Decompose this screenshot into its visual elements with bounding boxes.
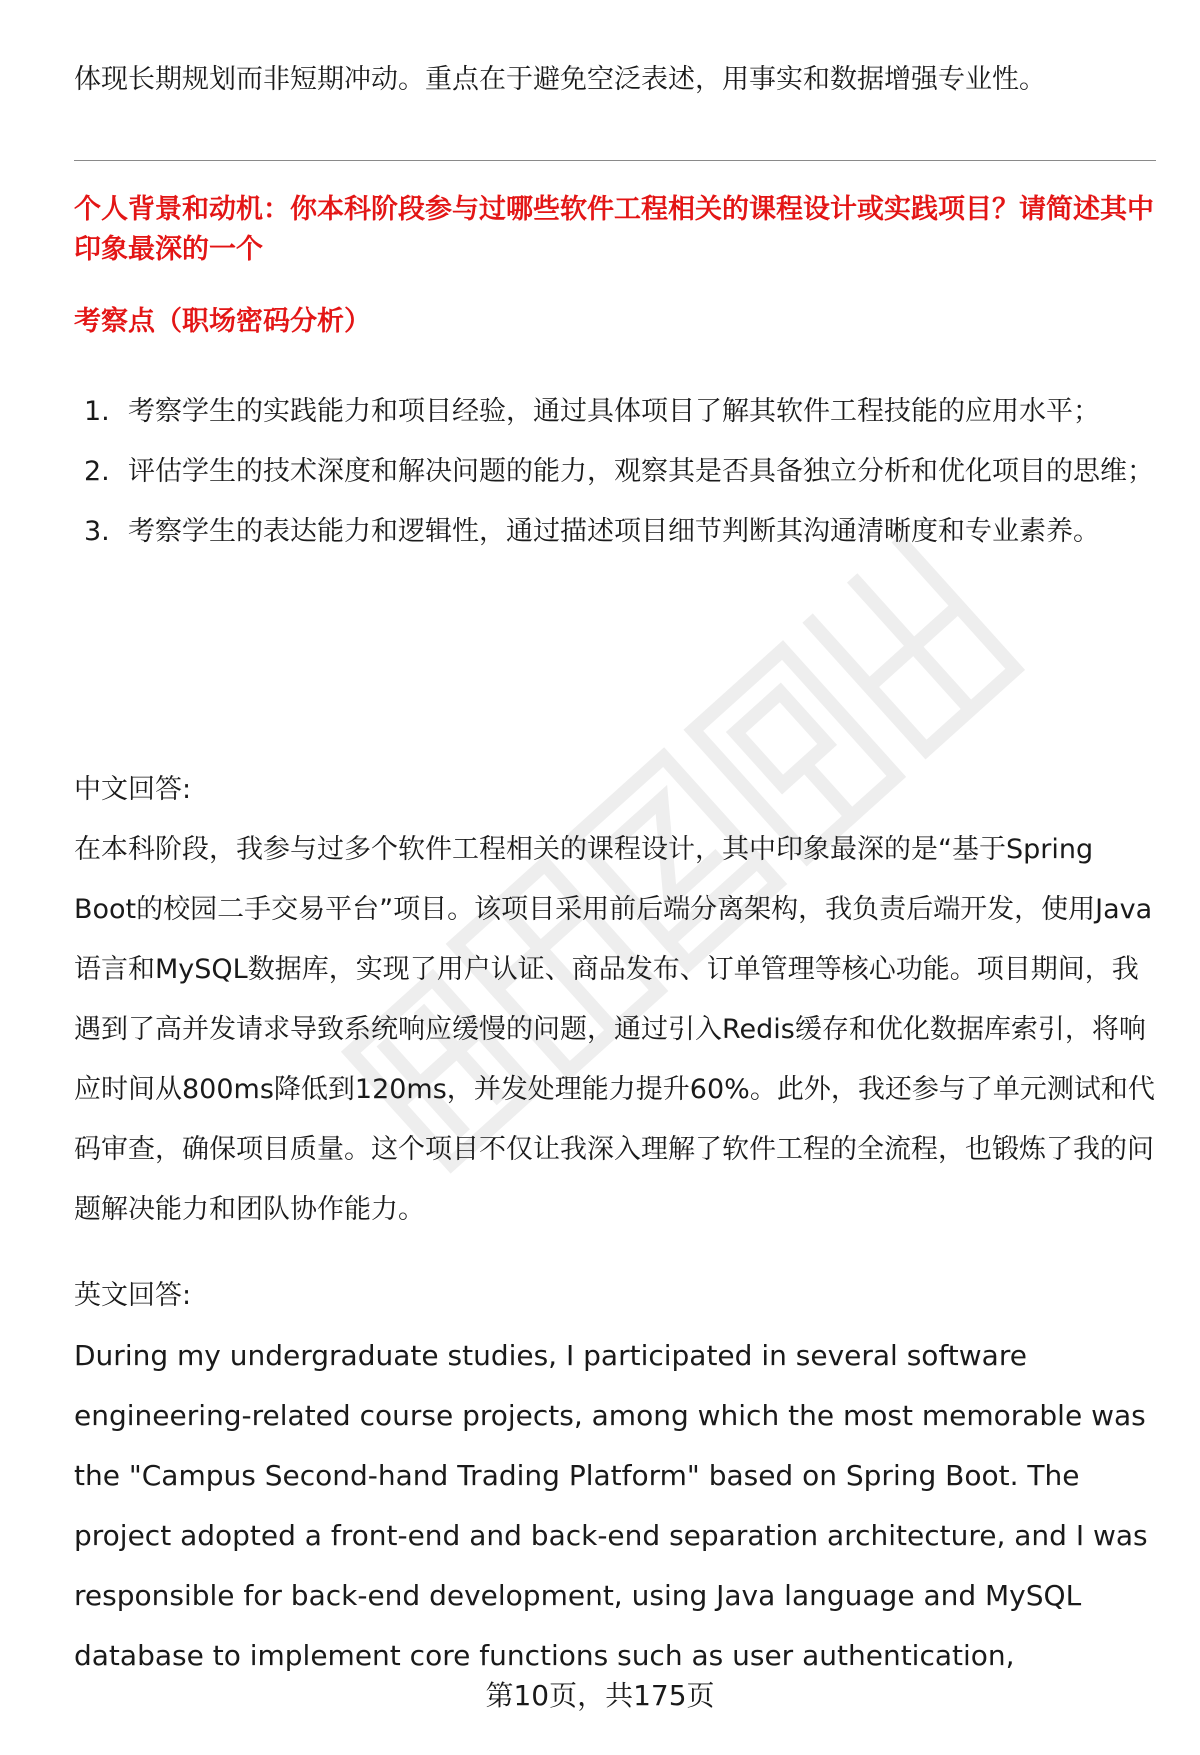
list-item bbox=[74, 382, 1156, 442]
chinese-answer-text: 在本科阶段，我参与过多个软件工程相关的课程设计，其中印象最深的是“基于Spring Boot的校园二手交易平台”项目。该项目采用前后端分离架构，我负责后端开发，使用Java语言和MySQL数据库，实现了用户认证、商品发布、订单管理等核心功能。项目期间，我遇到了高并发请求导致系统响应缓慢的问题，通过引入Redis缓存和优化数据库索引，将响应时间从800ms降低到120ms，并发处理能力提升60%。此外，我还参与了单元测试和代码审查，确保项目质量。这个项目不仅让我深入理解了软件工程的全流程，也锻炼了我的问题解决能力和团队协作能力。 bbox=[74, 834, 1155, 1225]
list-item-text: 评估学生的技术深度和解决问题的能力，观察其是否具备独立分析和优化项目的思维； bbox=[128, 456, 1154, 487]
assessment-points-list bbox=[74, 382, 1156, 562]
list-item-number: 1. bbox=[84, 396, 110, 427]
list-item-text: 考察学生的实践能力和项目经验，通过具体项目了解其软件工程技能的应用水平； bbox=[128, 396, 1100, 427]
section-divider bbox=[74, 160, 1156, 161]
page-footer: 第10页，共175页 bbox=[485, 1679, 715, 1712]
english-answer-label: 英文回答: bbox=[74, 1280, 192, 1311]
english-answer-text: During my undergraduate studies, I participated in several software engineering-related course projects, among which the most memorable was the "Campus Second-hand Trading Platform" based on Spring Boot. The project adopted a front-end and back-end separation architecture, and I was responsible for back-end development, using Java language and MySQL database to implement core functions such as user authentication, bbox=[74, 1339, 1148, 1672]
list-item bbox=[74, 442, 1156, 502]
list-item-number: 2. bbox=[84, 456, 110, 487]
chinese-answer-label: 中文回答: bbox=[74, 774, 192, 805]
points-title: 考察点（职场密码分析） bbox=[74, 306, 371, 337]
list-item-text: 考察学生的表达能力和逻辑性，通过描述项目细节判断其沟通清晰度和专业素养。 bbox=[128, 516, 1100, 547]
list-item bbox=[74, 502, 1156, 562]
question-heading: 个人背景和动机：你本科阶段参与过哪些软件工程相关的课程设计或实践项目？请简述其中印象最深的一个 bbox=[74, 194, 1154, 265]
intro-tail-text: 体现长期规划而非短期冲动。重点在于避免空泛表述，用事实和数据增强专业性。 bbox=[74, 64, 1046, 95]
list-item-number: 3. bbox=[84, 516, 110, 547]
